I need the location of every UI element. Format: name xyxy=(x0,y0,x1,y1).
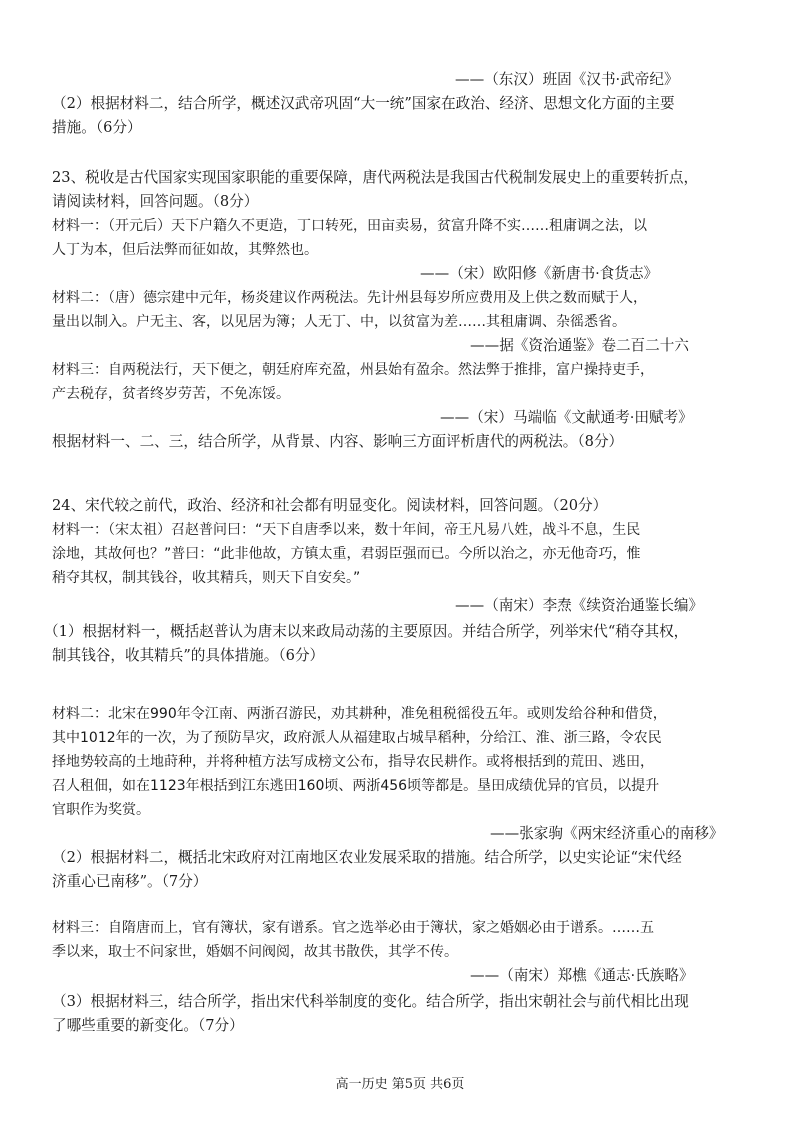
source-citation: ——（宋）马端临《文献通考·田赋考》 xyxy=(440,409,693,426)
material-text: 材料三：自隋唐而上，官有簿状，家有谱系。官之选举必由于簿状，家之婚姻必由于谱系。……五 xyxy=(52,920,654,936)
material-text: 季以来，取士不问家世，婚姻不问阀阅，故其书散佚，其学不传。 xyxy=(52,944,458,960)
material-text: 择地势较高的土地莳种，并将种植方法写成榜文公布，指导农民耕作。或将根括到的荒田、逃田， xyxy=(52,754,654,770)
page-footer: 高一历史 第5页 共6页 xyxy=(335,1077,465,1092)
source-citation: ——张家驹《两宋经济重心的南移》 xyxy=(490,825,724,842)
material-text: 其中1012年的一次，为了预防旱灾，政府派人从福建取占城旱稻种，分给江、淮、浙三路，令农民 xyxy=(52,730,662,746)
question-text: （3）根据材料三，结合所学，指出宋代科举制度的变化。结合所学，指出宋朝社会与前代相比出现 xyxy=(52,993,689,1010)
question-stem: 24、宋代较之前代，政治、经济和社会都有明显变化。阅读材料，回答问题。（20分） xyxy=(52,497,608,514)
source-citation: ——（东汉）班固《汉书·武帝纪》 xyxy=(455,71,679,88)
source-citation: ——（南宋）郑樵《通志·氏族略》 xyxy=(470,967,694,984)
material-text: 人丁为本，但后法弊而征如故，其弊然也。 xyxy=(52,242,318,258)
question-text: 了哪些重要的新变化。（7分） xyxy=(52,1017,244,1034)
material-text: 稍夺其权，制其钱谷，收其精兵，则天下自安矣。” xyxy=(52,570,361,586)
material-text: 产去税存，贫者终岁劳苦，不免冻馁。 xyxy=(52,386,290,402)
question-text: 措施。（6分） xyxy=(52,119,142,136)
question-text: 制其钱谷，收其精兵”的具体措施。（6分） xyxy=(52,647,325,664)
material-text: 材料二：北宋在990年令江南、两浙召游民，劝其耕种，准免租税徭役五年。或则发给谷种和借贷， xyxy=(52,706,667,722)
source-citation: ——据《资治通鉴》卷二百二十六 xyxy=(470,337,689,354)
question-stem: 23、税收是古代国家实现国家职能的重要保障，唐代两税法是我国古代税制发展史上的重要转折点， xyxy=(52,169,699,186)
material-text: 材料二：（唐）德宗建中元年，杨炎建议作两税法。先计州县每岁所应费用及上供之数而赋于人， xyxy=(52,290,647,306)
material-text: 量出以制入。户无主、客，以见居为簿；人无丁、中，以贫富为差……其租庸调、杂徭悉省。 xyxy=(52,314,626,330)
source-citation: ——（南宋）李焘《续资治通鉴长编》 xyxy=(455,597,704,614)
source-citation: ——（宋）欧阳修《新唐书·食货志》 xyxy=(420,265,659,282)
question-text: （2）根据材料二，结合所学，概述汉武帝巩固“大一统”国家在政治、经济、思想文化方面的主要 xyxy=(52,95,675,112)
question-text: （1）根据材料一，概括赵普认为唐末以来政局动荡的主要原因。并结合所学，列举宋代“稍夺其权， xyxy=(44,623,689,640)
question-text: 济重心已南移”。（7分） xyxy=(52,873,208,890)
question-text: （2）根据材料二，概括北宋政府对江南地区农业发展采取的措施。结合所学，以史实论证“宋代经 xyxy=(52,849,682,866)
material-text: 材料一：（开元后）天下户籍久不更造，丁口转死，田亩卖易，贫富升降不实……租庸调之法，以 xyxy=(52,218,647,234)
material-text: 召人租佃，如在1123年根括到江东逃田160顷、两浙456顷等都是。垦田成绩优异的官员，以提升 xyxy=(52,778,660,794)
question-stem: 请阅读材料，回答问题。（8分） xyxy=(52,193,259,210)
material-text: 涂地，其故何也？”普曰：“此非他故，方镇太重，君弱臣强而已。今所以治之，亦无他奇巧，惟 xyxy=(52,546,641,562)
material-text: 官职作为奖赏。 xyxy=(52,802,150,818)
material-text: 材料三：自两税法行，天下便之，朝廷府库充盈，州县始有盈余。然法弊于推排，富户操持吏手， xyxy=(52,362,654,378)
question-text: 根据材料一、二、三，结合所学，从背景、内容、影响三方面评析唐代的两税法。（8分） xyxy=(52,433,624,450)
material-text: 材料一：（宋太祖）召赵普问曰：“天下自唐季以来，数十年间，帝王凡易八姓，战斗不息，生民 xyxy=(52,522,641,538)
